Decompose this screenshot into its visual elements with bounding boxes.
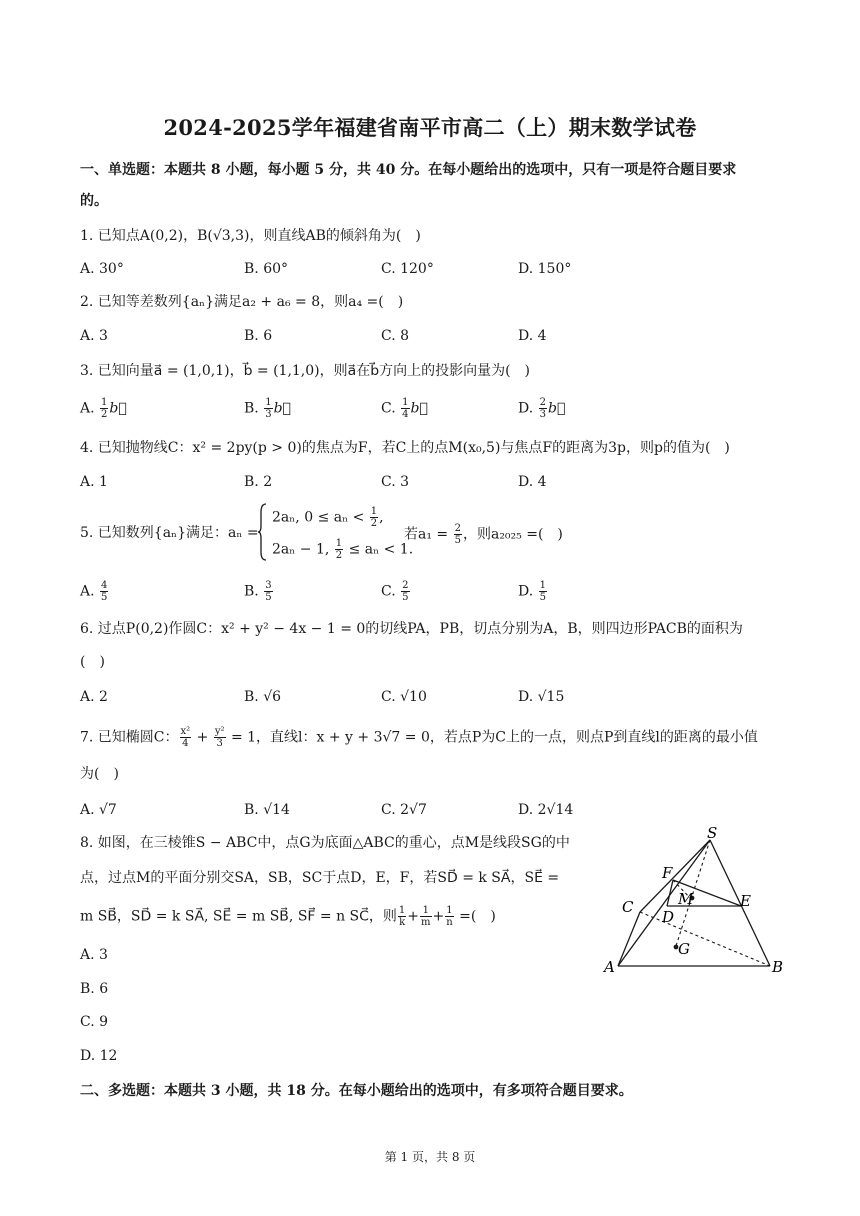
page-title: 2024-2025学年福建省南平市高二（上）期末数学试卷 <box>163 115 697 140</box>
q5-option-c: C. $\frac{2}{5}$ <box>381 580 409 603</box>
q4-option-c: C. 3 <box>381 474 410 490</box>
label-d: D <box>662 908 675 926</box>
q8-stem-line1: 8. 如图，在三棱锥S − ABC中，点G为底面△ABC的重心，点M是线段SG的中 <box>80 835 570 851</box>
q5-brace <box>258 502 268 562</box>
q3-option-b: B. $\frac{1}{3}$ b⃗ <box>244 397 291 420</box>
q5-stem-start: 5. 已知数列{aₙ}满足：aₙ = <box>80 525 259 541</box>
q5-case2: 2aₙ − 1, $\frac{1}{2}$ ≤ aₙ < 1. <box>272 538 414 561</box>
label-f: F <box>662 864 673 882</box>
section2-heading: 二、多选题：本题共 3 小题，共 18 分。在每小题给出的选项中，有多项符合题目要求。 <box>80 1083 633 1099</box>
q8-option-d: D. 12 <box>80 1048 118 1064</box>
q2-option-a: A. 3 <box>80 328 108 344</box>
q3-option-a: A. $\frac{1}{2}$ b⃗ <box>80 397 127 420</box>
q8-option-a: A. 3 <box>80 947 108 963</box>
q7-stem-line1: 7. 已知椭圆C： $\frac{\text{x²}}{4}$ + $\frac{\text{y²}}{3}$ = 1，直线l：x + y + 3√7 = 0，若点P为C上的一点，则点P到直线l的距离的最小值 <box>80 726 758 749</box>
q5-option-a: A. $\frac{4}{5}$ <box>80 580 108 603</box>
q5-case1: 2aₙ, 0 ≤ aₙ < $\frac{1}{2}$ , <box>272 506 384 529</box>
label-e: E <box>740 892 751 910</box>
q6-option-b: B. √6 <box>244 689 282 705</box>
q6-option-a: A. 2 <box>80 689 108 705</box>
q7-option-d: D. 2√14 <box>518 802 574 818</box>
q7-option-a: A. √7 <box>80 802 117 818</box>
section1-heading-line1: 一、单选题：本题共 8 小题，每小题 5 分，共 40 分。在每小题给出的选项中，只有一项是符合题目要求 <box>80 162 737 178</box>
q1-stem: 1. 已知点A(0,2)，B(√3,3)，则直线AB的倾斜角为( ) <box>80 228 421 244</box>
q5-option-d: D. $\frac{1}{5}$ <box>518 580 547 603</box>
label-c: C <box>622 898 634 916</box>
q5-stem-end: 若a₁ = $\frac{2}{5}$ ，则a₂₀₂₅ =( ) <box>404 523 563 546</box>
q8-tetrahedron-figure <box>598 826 798 978</box>
label-b: B <box>772 958 784 976</box>
q6-option-d: D. √15 <box>518 689 565 705</box>
q1-option-a: A. 30° <box>80 261 124 277</box>
q8-option-b: B. 6 <box>80 981 109 997</box>
q4-option-d: D. 4 <box>518 474 547 490</box>
q2-stem: 2. 已知等差数列{aₙ}满足a₂ + a₆ = 8，则a₄ =( ) <box>80 294 404 310</box>
label-m: M <box>678 890 694 908</box>
q5-option-b: B. $\frac{3}{5}$ <box>244 580 272 603</box>
q4-option-b: B. 2 <box>244 474 273 490</box>
q2-option-c: C. 8 <box>381 328 410 344</box>
q6-stem-line2: ( ) <box>80 654 105 670</box>
section1-heading-line2: 的。 <box>80 193 108 209</box>
label-a: A <box>604 958 615 976</box>
q1-option-c: C. 120° <box>381 261 434 277</box>
q6-stem-line1: 6. 过点P(0,2)作圆C：x² + y² − 4x − 1 = 0的切线PA，PB，切点分别为A，B，则四边形PACB的面积为 <box>80 621 743 637</box>
page-footer: 第 1 页，共 8 页 <box>384 1150 476 1164</box>
q2-option-d: D. 4 <box>518 328 547 344</box>
q3-option-c: C. $\frac{1}{4}$ b⃗ <box>381 397 428 420</box>
q7-stem-line2: 为( ) <box>80 766 119 782</box>
q2-option-b: B. 6 <box>244 328 273 344</box>
q3-option-d: D. $\frac{2}{3}$ b⃗ <box>518 397 566 420</box>
q7-option-c: C. 2√7 <box>381 802 427 818</box>
q1-option-b: B. 60° <box>244 261 289 277</box>
label-g: G <box>678 940 690 958</box>
q1-option-d: D. 150° <box>518 261 572 277</box>
q4-option-a: A. 1 <box>80 474 108 490</box>
q8-stem-line2: 点，过点M的平面分别交SA，SB，SC于点D，E，F，若SD⃗ = k SA⃗，SE⃗ = <box>80 870 560 886</box>
q8-stem-line3: m SB⃗，SD⃗ = k SA⃗, SE⃗ = m SB⃗, SF⃗ = n SC⃗，则 $\frac{1}{k}$ + $\frac{1}{m}$ + $\frac{1}{n}$ =( ) <box>80 905 496 928</box>
q4-stem: 4. 已知抛物线C：x² = 2py(p > 0)的焦点为F，若C上的点M(x₀,5)与焦点F的距离为3p，则p的值为( ) <box>80 440 730 456</box>
q6-option-c: C. √10 <box>381 689 427 705</box>
q3-stem: 3. 已知向量a⃗ = (1,0,1)，b⃗ = (1,1,0)，则a⃗在b⃗方向上的投影向量为( ) <box>80 363 531 379</box>
label-s: S <box>707 826 718 842</box>
q8-option-c: C. 9 <box>80 1014 109 1030</box>
q7-option-b: B. √14 <box>244 802 290 818</box>
